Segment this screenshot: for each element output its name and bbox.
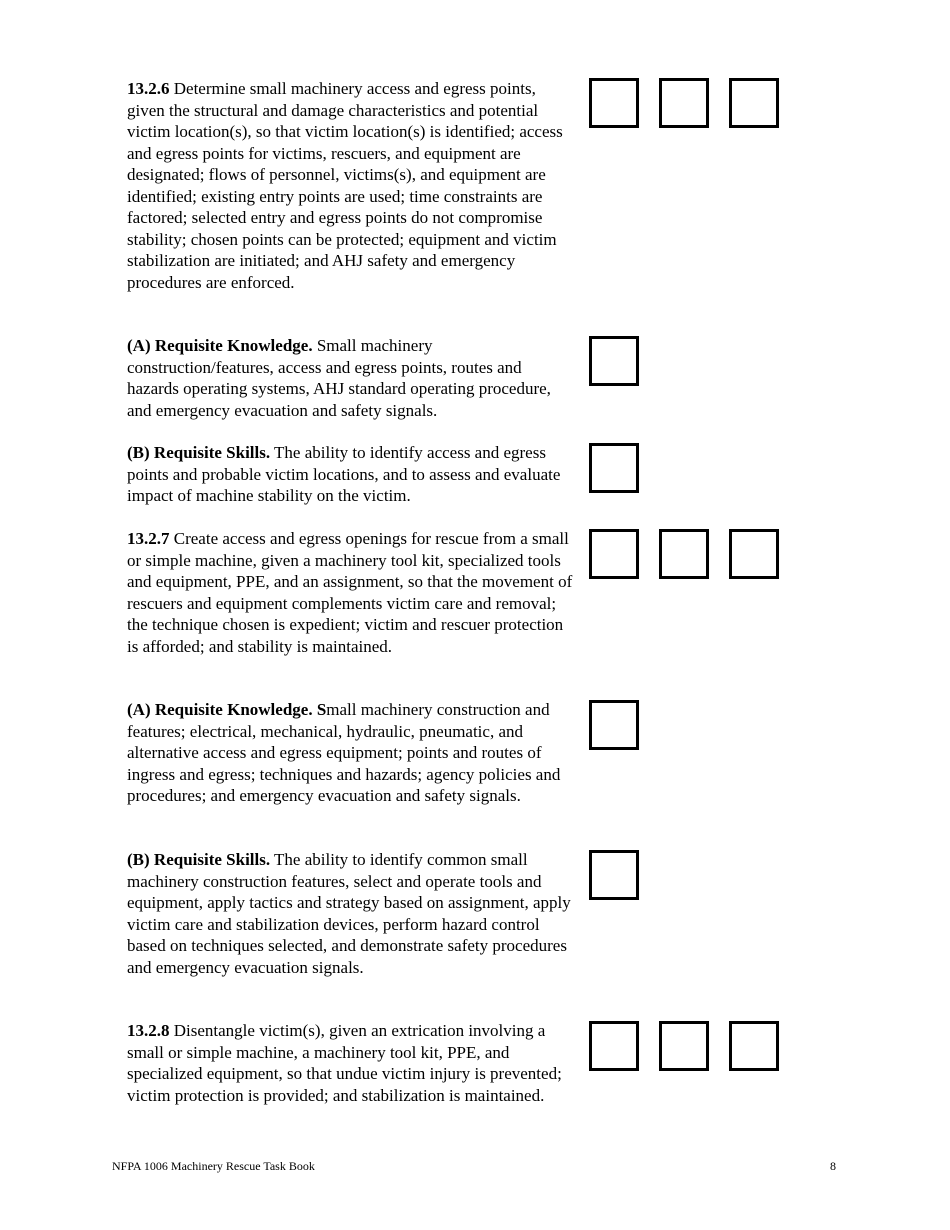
signoff-checkbox[interactable] <box>659 529 709 579</box>
requirement-13-2-7 <box>127 528 577 657</box>
block-text: Create access and egress openings for rescue from a small or simple machine, given a machinery tool kit, specialized tools and equipment, PPE, and an assignment, so that the movement of rescuers and equipment complements victim care and removal; the technique chosen is expedient; victim and rescuer protection is afforded; and stability is maintained. <box>127 529 573 656</box>
signoff-boxes-knowledge-13-2-6 <box>589 336 659 386</box>
signoff-boxes-13-2-8 <box>589 1021 799 1071</box>
requisite-knowledge-13-2-6 <box>127 335 577 421</box>
signoff-boxes-13-2-6 <box>589 78 799 128</box>
block-label: 13.2.8 <box>127 1021 170 1040</box>
footer-title: NFPA 1006 Machinery Rescue Task Book <box>112 1159 315 1173</box>
block-text: Small machinery construction/features, access and egress points, routes and hazards operating systems, AHJ standard operating procedure, and emergency evacuation and safety signals. <box>127 336 551 420</box>
signoff-checkbox[interactable] <box>589 78 639 128</box>
block-label: (A) Requisite Knowledge. <box>127 336 313 355</box>
block-label: 13.2.7 <box>127 529 170 548</box>
block-text: The ability to identify access and egress points and probable victim locations, and to assess and evaluate impact of machine stability on the victim. <box>127 443 561 505</box>
signoff-boxes-13-2-7 <box>589 529 799 579</box>
signoff-checkbox[interactable] <box>729 78 779 128</box>
block-text: Disentangle victim(s), given an extrication involving a small or simple machine, a machinery tool kit, PPE, and specialized equipment, so that undue victim injury is prevented; victim protection is provided; and stabilization is maintained. <box>127 1021 562 1105</box>
signoff-boxes-skills-13-2-7 <box>589 850 659 900</box>
signoff-checkbox[interactable] <box>589 1021 639 1071</box>
signoff-checkbox[interactable] <box>589 336 639 386</box>
block-label: (A) Requisite Knowledge. S <box>127 700 327 719</box>
signoff-checkbox[interactable] <box>729 1021 779 1071</box>
block-text: The ability to identify common small machinery construction features, select and operate tools and equipment, apply tactics and strategy based on assignment, apply victim care and stabilization devices, perform hazard control based on techniques selected, and demonstrate safety procedures and emergency evacuation signals. <box>127 850 571 977</box>
block-label: 13.2.6 <box>127 79 170 98</box>
page-number: 8 <box>830 1159 836 1173</box>
requisite-skills-13-2-6 <box>127 442 577 507</box>
signoff-boxes-skills-13-2-6 <box>589 443 659 493</box>
block-text: mall machinery construction and features; electrical, mechanical, hydraulic, pneumatic, and alternative access and egress equipment; points and routes of ingress and egress; techniques and hazards; agency policies and procedures; and emergency evacuation and safety signals. <box>127 700 561 805</box>
signoff-checkbox[interactable] <box>589 443 639 493</box>
signoff-checkbox[interactable] <box>589 529 639 579</box>
requisite-skills-13-2-7 <box>127 849 577 978</box>
signoff-checkbox[interactable] <box>589 700 639 750</box>
requirement-13-2-8 <box>127 1020 577 1106</box>
signoff-checkbox[interactable] <box>729 529 779 579</box>
requisite-knowledge-13-2-7 <box>127 699 577 807</box>
signoff-checkbox[interactable] <box>659 78 709 128</box>
block-label: (B) Requisite Skills. <box>127 443 271 462</box>
signoff-checkbox[interactable] <box>659 1021 709 1071</box>
requirement-13-2-6 <box>127 78 577 293</box>
signoff-checkbox[interactable] <box>589 850 639 900</box>
block-label: (B) Requisite Skills. <box>127 850 271 869</box>
block-text: Determine small machinery access and egress points, given the structural and damage characteristics and potential victim location(s), so that victim location(s) is identified; access and egress points for victims, rescuers, and equipment are designated; flows of personnel, victims(s), and equipment are identified; existing entry points are used; time constraints are factored; selected entry and egress points do not compromise stability; chosen points can be protected; equipment and victim stabilization are initiated; and AHJ safety and emergency procedures are enforced. <box>127 79 563 292</box>
signoff-boxes-knowledge-13-2-7 <box>589 700 659 750</box>
